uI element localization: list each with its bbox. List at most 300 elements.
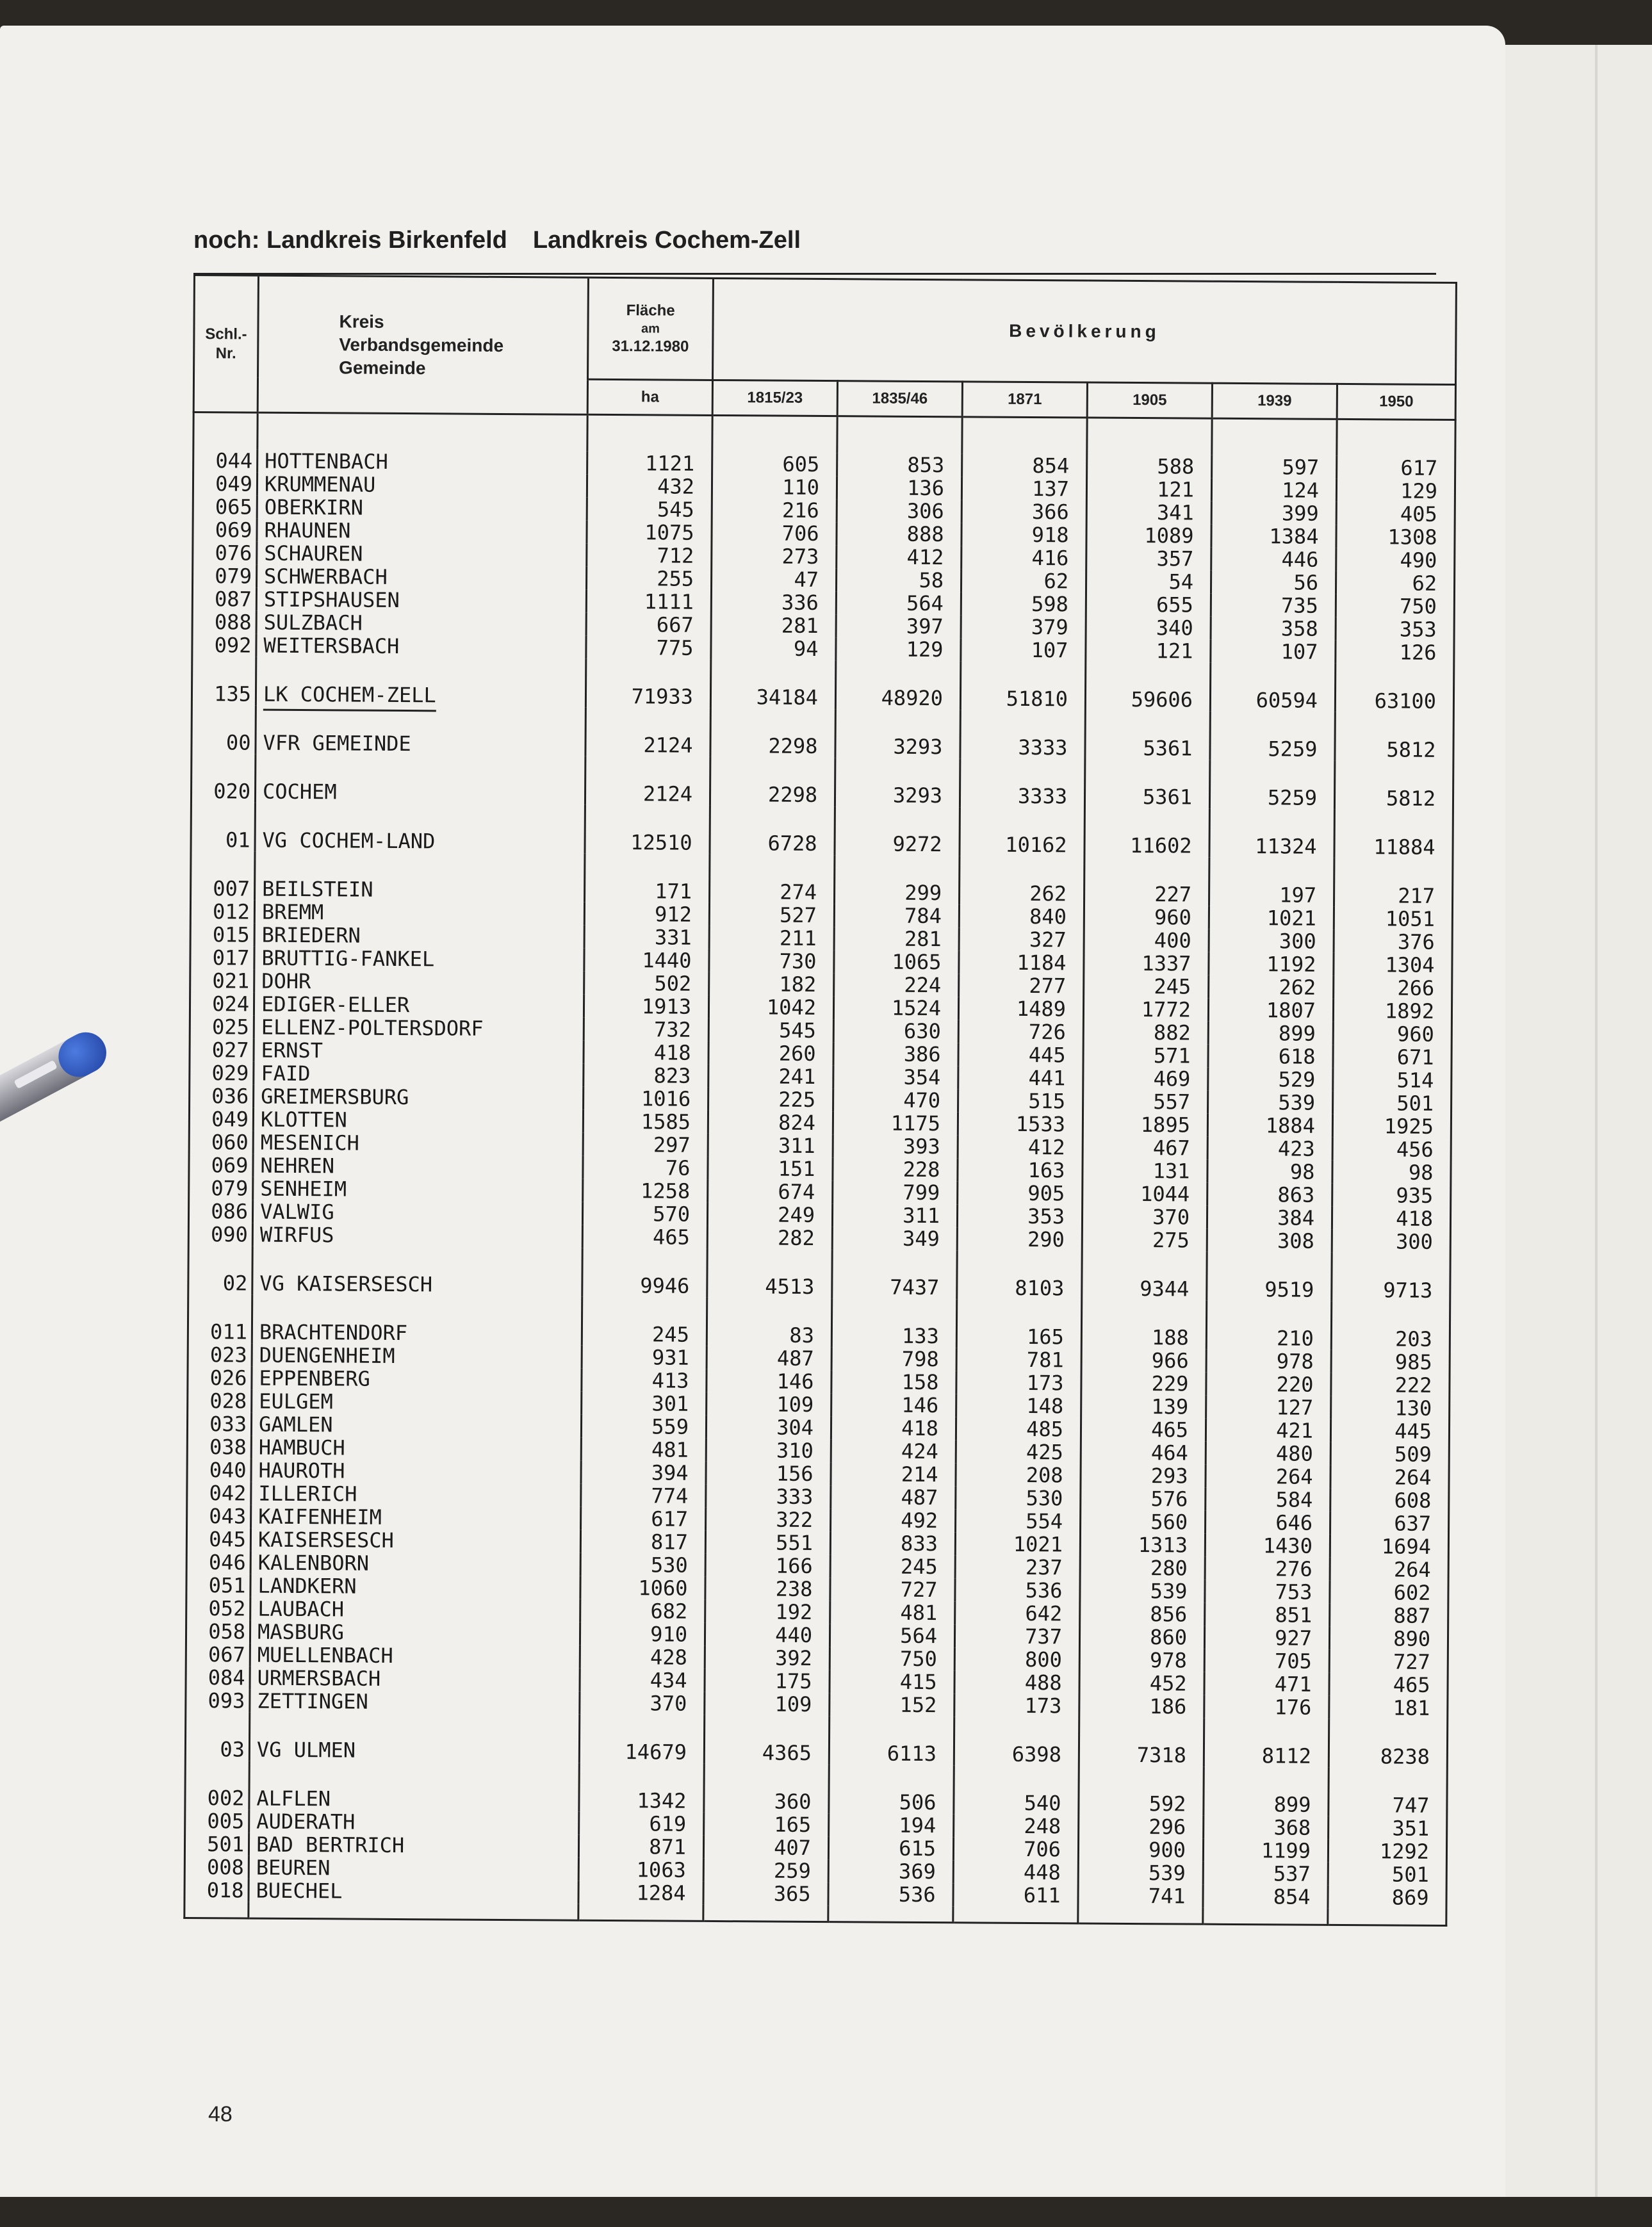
row-population: 11324: [1209, 809, 1334, 858]
row-population: 781: [956, 1348, 1081, 1371]
row-population: 890: [1329, 1627, 1448, 1651]
row-population: 441: [958, 1066, 1083, 1089]
row-population: 1925: [1332, 1114, 1451, 1138]
row-population: 1430: [1205, 1534, 1330, 1558]
row-population: 571: [1083, 1044, 1208, 1068]
row-name: [251, 1505, 581, 1530]
row-population: 379: [961, 615, 1086, 639]
row-population: 296: [1079, 1815, 1204, 1838]
row-name: [249, 1856, 578, 1881]
row-population: 470: [833, 1088, 958, 1112]
row-name: [254, 1062, 584, 1087]
row-name: [254, 993, 584, 1018]
row-name: [257, 473, 587, 498]
row-code: 060: [189, 1130, 253, 1154]
row-name: [254, 970, 584, 995]
row-population: 9519: [1207, 1252, 1332, 1301]
row-population: 273: [712, 544, 837, 568]
row-population: 376: [1334, 930, 1452, 954]
row-population: 216: [712, 498, 837, 522]
row-population: 248: [954, 1814, 1079, 1838]
row-population: 6398: [954, 1717, 1079, 1766]
row-area-ha: 910: [580, 1622, 705, 1646]
row-population: 960: [1333, 1022, 1452, 1046]
header-year: 1871: [962, 382, 1087, 418]
row-code: 018: [184, 1879, 249, 1902]
row-area-ha: 871: [578, 1835, 703, 1859]
row-population: 799: [833, 1180, 958, 1204]
header-year: 1905: [1087, 382, 1212, 418]
row-area-ha: 667: [586, 613, 711, 637]
row-population: 1065: [834, 950, 959, 974]
row-population: 481: [830, 1601, 955, 1624]
row-name: [256, 657, 585, 708]
row-population: 2298: [710, 757, 835, 806]
row-population: 960: [1084, 906, 1209, 929]
row-population: 281: [711, 614, 836, 637]
row-name-text: BAD BERTRICH: [256, 1832, 405, 1858]
row-name-text: BEILSTEIN: [262, 876, 373, 902]
row-population: 730: [709, 949, 834, 973]
row-population: 506: [829, 1765, 954, 1814]
table-row: [191, 754, 1453, 810]
row-population: 425: [956, 1440, 1081, 1464]
row-population: 9344: [1082, 1252, 1207, 1301]
title-left: noch: Landkreis Birkenfeld: [193, 227, 507, 254]
row-population: 4513: [707, 1249, 832, 1298]
row-population: 146: [831, 1393, 956, 1417]
row-name: [249, 1810, 579, 1835]
row-code: 058: [186, 1620, 250, 1644]
row-name-text: WEITERSBACH: [263, 633, 400, 658]
row-population: 224: [834, 973, 959, 997]
row-population: 978: [1206, 1350, 1331, 1373]
row-population: 290: [957, 1227, 1082, 1251]
row-population: 249: [707, 1203, 832, 1227]
row-population: 529: [1208, 1068, 1333, 1091]
row-population: 824: [708, 1111, 833, 1134]
row-area-ha: 530: [580, 1553, 705, 1577]
row-population: 133: [831, 1298, 956, 1348]
row-population: 266: [1334, 976, 1452, 1000]
row-area-ha: 12510: [585, 805, 710, 854]
row-name-text: URMERSBACH: [257, 1665, 381, 1691]
row-population: 735: [1211, 594, 1336, 617]
row-population: 353: [957, 1204, 1082, 1228]
row-name: [252, 1367, 582, 1392]
row-population: 126: [1336, 640, 1454, 664]
row-area-ha: 570: [582, 1202, 707, 1226]
row-population: 5361: [1085, 711, 1210, 760]
row-name-text: FAID: [261, 1061, 311, 1086]
row-population: 349: [832, 1227, 957, 1250]
row-population: 59606: [1085, 662, 1210, 712]
row-population: 214: [831, 1462, 956, 1486]
row-name-text: BRIEDERN: [261, 922, 361, 948]
row-population: 5259: [1210, 712, 1335, 761]
row-code: 007: [191, 851, 255, 901]
row-name-text: VFR GEMEINDE: [263, 730, 411, 756]
row-population: 400: [1084, 929, 1209, 952]
row-population: 58: [836, 568, 961, 592]
row-population: 121: [1086, 639, 1211, 663]
row-population: 1308: [1336, 525, 1455, 549]
row-population: 1199: [1203, 1839, 1328, 1863]
row-population: 637: [1330, 1512, 1449, 1535]
row-area-ha: 465: [582, 1225, 707, 1249]
row-population: 1533: [958, 1112, 1083, 1136]
row-population: 228: [833, 1157, 958, 1181]
row-name-text: ALFLEN: [256, 1786, 331, 1811]
row-population: 407: [703, 1836, 828, 1859]
row-population: 509: [1330, 1442, 1449, 1466]
row-population: 1489: [958, 997, 1083, 1020]
row-name: [250, 1551, 580, 1576]
row-name: [251, 1436, 581, 1461]
row-name: [255, 852, 585, 902]
row-area-ha: 255: [587, 567, 712, 591]
row-name: [250, 1690, 580, 1715]
header-bevoelkerung: Bevölkerung: [713, 278, 1457, 384]
row-population: 211: [709, 926, 834, 950]
row-population: 227: [1084, 857, 1209, 906]
row-population: 399: [1211, 502, 1336, 525]
row-name-text: OBERKIRN: [264, 494, 364, 520]
row-population: 412: [958, 1135, 1083, 1159]
row-population: 210: [1206, 1301, 1331, 1350]
row-name: [250, 1528, 580, 1553]
row-area-ha: 297: [583, 1133, 708, 1157]
row-population: 186: [1079, 1694, 1204, 1718]
row-code: 020: [191, 754, 255, 803]
row-name: [258, 450, 587, 475]
row-population: 129: [1336, 479, 1455, 503]
row-population: 888: [837, 522, 961, 546]
book-page: [0, 26, 1505, 2197]
row-code: 079: [189, 1177, 253, 1200]
row-population: 424: [831, 1439, 956, 1463]
row-code: 088: [192, 610, 256, 634]
row-population: 1304: [1334, 953, 1452, 977]
row-population: 131: [1083, 1159, 1207, 1183]
row-population: 705: [1204, 1649, 1329, 1673]
row-population: 469: [1083, 1067, 1208, 1091]
row-area-ha: 823: [584, 1064, 708, 1088]
row-population: 750: [830, 1647, 954, 1670]
table-row: [188, 1246, 1450, 1302]
row-population: 9272: [835, 806, 960, 856]
row-population: 918: [961, 523, 1086, 546]
row-code: 017: [190, 946, 254, 970]
row-population: 229: [1081, 1371, 1206, 1395]
row-population: 299: [835, 855, 960, 904]
row-population: 194: [829, 1813, 954, 1837]
row-population: 418: [1332, 1207, 1450, 1230]
row-name-text: ERNST: [261, 1038, 323, 1063]
row-population: 551: [705, 1531, 830, 1554]
row-population: 109: [707, 1392, 831, 1416]
row-population: 9713: [1332, 1253, 1450, 1302]
row-population: 109: [705, 1692, 830, 1716]
row-code: 501: [184, 1832, 249, 1856]
row-population: 51810: [960, 661, 1085, 710]
row-population: 602: [1330, 1581, 1448, 1604]
row-population: 354: [833, 1065, 958, 1089]
table-wrap: [183, 274, 1455, 2019]
row-population: 800: [954, 1647, 1079, 1671]
row-population: 560: [1081, 1510, 1206, 1533]
row-name-text: KAIFENHEIM: [258, 1504, 382, 1530]
row-name: [251, 1482, 581, 1507]
row-population: 1184: [959, 950, 1084, 974]
row-population: 222: [1331, 1373, 1450, 1397]
row-population: 1384: [1211, 525, 1336, 548]
row-population: 333: [706, 1485, 831, 1508]
row-area-ha: 1440: [584, 949, 709, 972]
row-population: 1042: [708, 995, 833, 1019]
row-population: 5361: [1084, 760, 1209, 809]
row-population: 62: [961, 569, 1086, 592]
row-name: [256, 611, 586, 636]
row-population: 336: [711, 591, 836, 614]
row-population: 978: [1079, 1648, 1204, 1672]
row-name: [253, 1108, 583, 1133]
row-area-ha: 245: [582, 1297, 707, 1346]
row-name-text: LK COCHEM-ZELL: [263, 682, 436, 712]
row-area-ha: 774: [581, 1484, 706, 1508]
row-area-ha: 2124: [585, 756, 710, 806]
row-population: 853: [837, 453, 962, 477]
row-population: 1694: [1330, 1535, 1448, 1558]
row-population: 300: [1332, 1230, 1450, 1253]
row-population: 48920: [835, 660, 960, 710]
row-population: 467: [1083, 1136, 1207, 1160]
row-population: 584: [1206, 1488, 1330, 1512]
row-area-ha: 434: [580, 1668, 705, 1692]
row-population: 536: [828, 1882, 953, 1906]
row-code: 038: [187, 1435, 251, 1459]
row-population: 412: [837, 545, 961, 569]
header-unit-ha: ha: [587, 379, 712, 415]
row-population: 182: [709, 972, 834, 996]
row-name: [255, 755, 585, 805]
row-population: 440: [705, 1623, 830, 1647]
row-area-ha: 9946: [582, 1248, 707, 1298]
row-population: 588: [1087, 455, 1212, 478]
row-population: 617: [1337, 456, 1455, 480]
row-name: [251, 1413, 581, 1438]
row-code: 092: [192, 633, 256, 657]
row-population: 576: [1081, 1487, 1206, 1510]
row-population: 311: [832, 1203, 957, 1227]
header-year: 1950: [1337, 384, 1455, 420]
row-area-ha: 1913: [584, 995, 708, 1018]
row-population: 4365: [704, 1715, 829, 1765]
row-population: 445: [1330, 1419, 1449, 1443]
row-name: [250, 1620, 580, 1645]
row-population: 217: [1334, 858, 1452, 908]
row-population: 598: [961, 592, 1086, 616]
row-population: 2298: [710, 708, 835, 758]
row-code: 044: [193, 449, 258, 473]
row-population: 536: [955, 1578, 1080, 1602]
row-population: 165: [956, 1299, 1081, 1348]
row-code: 03: [185, 1712, 249, 1761]
row-population: 129: [836, 637, 961, 661]
row-name: [257, 542, 587, 567]
row-population: 276: [1205, 1557, 1330, 1581]
row-name: [257, 496, 587, 521]
row-population: 418: [831, 1416, 956, 1440]
row-code: 00: [192, 705, 256, 755]
row-population: 966: [1081, 1348, 1206, 1372]
row-population: 833: [830, 1531, 955, 1555]
row-population: 34184: [710, 660, 835, 709]
row-population: 351: [1329, 1816, 1447, 1840]
row-code: 052: [186, 1597, 250, 1620]
row-population: 1051: [1334, 907, 1452, 931]
row-population: 1807: [1208, 999, 1333, 1022]
row-population: 854: [1203, 1885, 1328, 1909]
row-population: 151: [708, 1157, 833, 1180]
row-population: 370: [1082, 1205, 1207, 1229]
row-name-text: COCHEM: [262, 779, 337, 804]
row-area-ha: 712: [587, 544, 712, 567]
row-population: 1884: [1207, 1114, 1332, 1138]
row-population: 900: [1078, 1838, 1203, 1861]
row-code: 02: [188, 1246, 252, 1295]
row-code: 069: [189, 1154, 253, 1177]
row-population: 107: [1211, 640, 1336, 664]
row-area-ha: 1585: [583, 1110, 708, 1134]
row-name-text: SENHEIM: [260, 1176, 347, 1202]
row-population: 545: [708, 1018, 833, 1042]
row-area-ha: 14679: [579, 1715, 704, 1764]
row-population: 863: [1207, 1183, 1332, 1207]
row-population: 671: [1333, 1045, 1452, 1069]
row-population: 540: [954, 1765, 1079, 1815]
row-population: 188: [1081, 1300, 1206, 1350]
row-population: 56: [1211, 571, 1336, 594]
row-population: 163: [958, 1158, 1083, 1182]
row-name: [252, 1246, 582, 1297]
row-name-text: STIPSHAUSEN: [263, 587, 400, 612]
row-population: 674: [708, 1180, 833, 1203]
row-code: 051: [186, 1574, 250, 1597]
row-code: 028: [188, 1389, 252, 1413]
row-population: 275: [1082, 1228, 1207, 1252]
row-code: 025: [190, 1015, 254, 1039]
row-population: 1892: [1333, 999, 1452, 1023]
row-name-text: SULZBACH: [263, 610, 363, 635]
row-area-ha: 817: [580, 1530, 705, 1554]
row-population: 124: [1211, 478, 1336, 502]
row-code: 065: [193, 495, 257, 519]
row-code: 069: [193, 518, 257, 542]
row-name-text: BEUREN: [256, 1855, 331, 1880]
row-population: 197: [1209, 858, 1334, 907]
row-population: 304: [706, 1415, 831, 1439]
header-year: 1835/46: [837, 381, 962, 417]
row-population: 386: [833, 1042, 958, 1066]
row-population: 10162: [960, 807, 1084, 856]
row-population: 445: [958, 1043, 1083, 1066]
row-population: 492: [831, 1508, 956, 1532]
row-name: [253, 1177, 583, 1202]
row-population: 110: [712, 475, 837, 499]
row-name-text: HAMBUCH: [258, 1435, 345, 1460]
row-population: 706: [953, 1837, 1078, 1861]
row-name: [256, 634, 586, 659]
row-name-text: ELLENZ-POLTERSDORF: [261, 1015, 484, 1041]
row-name-text: BUECHEL: [256, 1878, 343, 1904]
row-population: 899: [1204, 1767, 1329, 1816]
row-code: 012: [190, 900, 254, 924]
table-row: [192, 705, 1453, 762]
row-population: 156: [706, 1462, 831, 1485]
row-name: [249, 1761, 579, 1812]
row-population: 488: [954, 1670, 1079, 1694]
row-name-text: BRUTTIG-FANKEL: [261, 945, 435, 972]
row-population: 11602: [1084, 808, 1209, 858]
row-name-text: KRUMMENAU: [264, 471, 376, 497]
row-code: 01: [191, 803, 255, 852]
row-name-text: KLOTTEN: [260, 1107, 347, 1132]
row-population: 3293: [835, 758, 960, 807]
row-population: 7437: [832, 1250, 957, 1299]
row-name: [256, 706, 585, 756]
header-flaeche: Fläche am 31.12.1980: [588, 277, 714, 380]
row-population: 465: [1081, 1417, 1206, 1441]
row-name: [254, 1039, 584, 1064]
row-population: 882: [1083, 1021, 1208, 1045]
row-name: [254, 947, 584, 972]
row-code: 135: [192, 657, 256, 706]
table-body: [184, 412, 1455, 1926]
row-name: [250, 1597, 580, 1622]
row-population: 597: [1212, 455, 1337, 479]
row-code: 093: [186, 1689, 250, 1713]
row-name-text: HAUROTH: [258, 1458, 345, 1483]
row-code: 024: [190, 992, 254, 1016]
row-population: 655: [1086, 593, 1211, 617]
row-name-text: RHAUNEN: [264, 518, 351, 543]
row-population: 856: [1080, 1602, 1205, 1626]
row-population: 456: [1332, 1138, 1451, 1161]
row-population: 851: [1205, 1603, 1330, 1627]
row-code: 043: [187, 1505, 251, 1528]
header-year: 1939: [1212, 383, 1337, 419]
row-name-text: SCHAUREN: [264, 541, 363, 566]
row-code: 002: [185, 1761, 249, 1810]
row-area-ha: 1342: [579, 1763, 704, 1813]
row-population: 306: [837, 499, 961, 523]
row-area-ha: 413: [582, 1369, 707, 1392]
row-area-ha: 1063: [578, 1858, 703, 1882]
row-name: [254, 901, 584, 926]
row-population: 727: [830, 1578, 955, 1601]
row-name-text: MASBURG: [257, 1619, 345, 1645]
row-population: 384: [1207, 1206, 1332, 1230]
row-population: 747: [1329, 1768, 1447, 1817]
row-name-text: DUENGENHEIM: [259, 1342, 395, 1368]
row-name: [251, 1459, 581, 1484]
row-code: 049: [193, 472, 257, 496]
row-population: 539: [1080, 1579, 1205, 1603]
row-name: [253, 1131, 583, 1156]
row-population: 148: [956, 1394, 1081, 1417]
row-population: 238: [705, 1577, 830, 1601]
